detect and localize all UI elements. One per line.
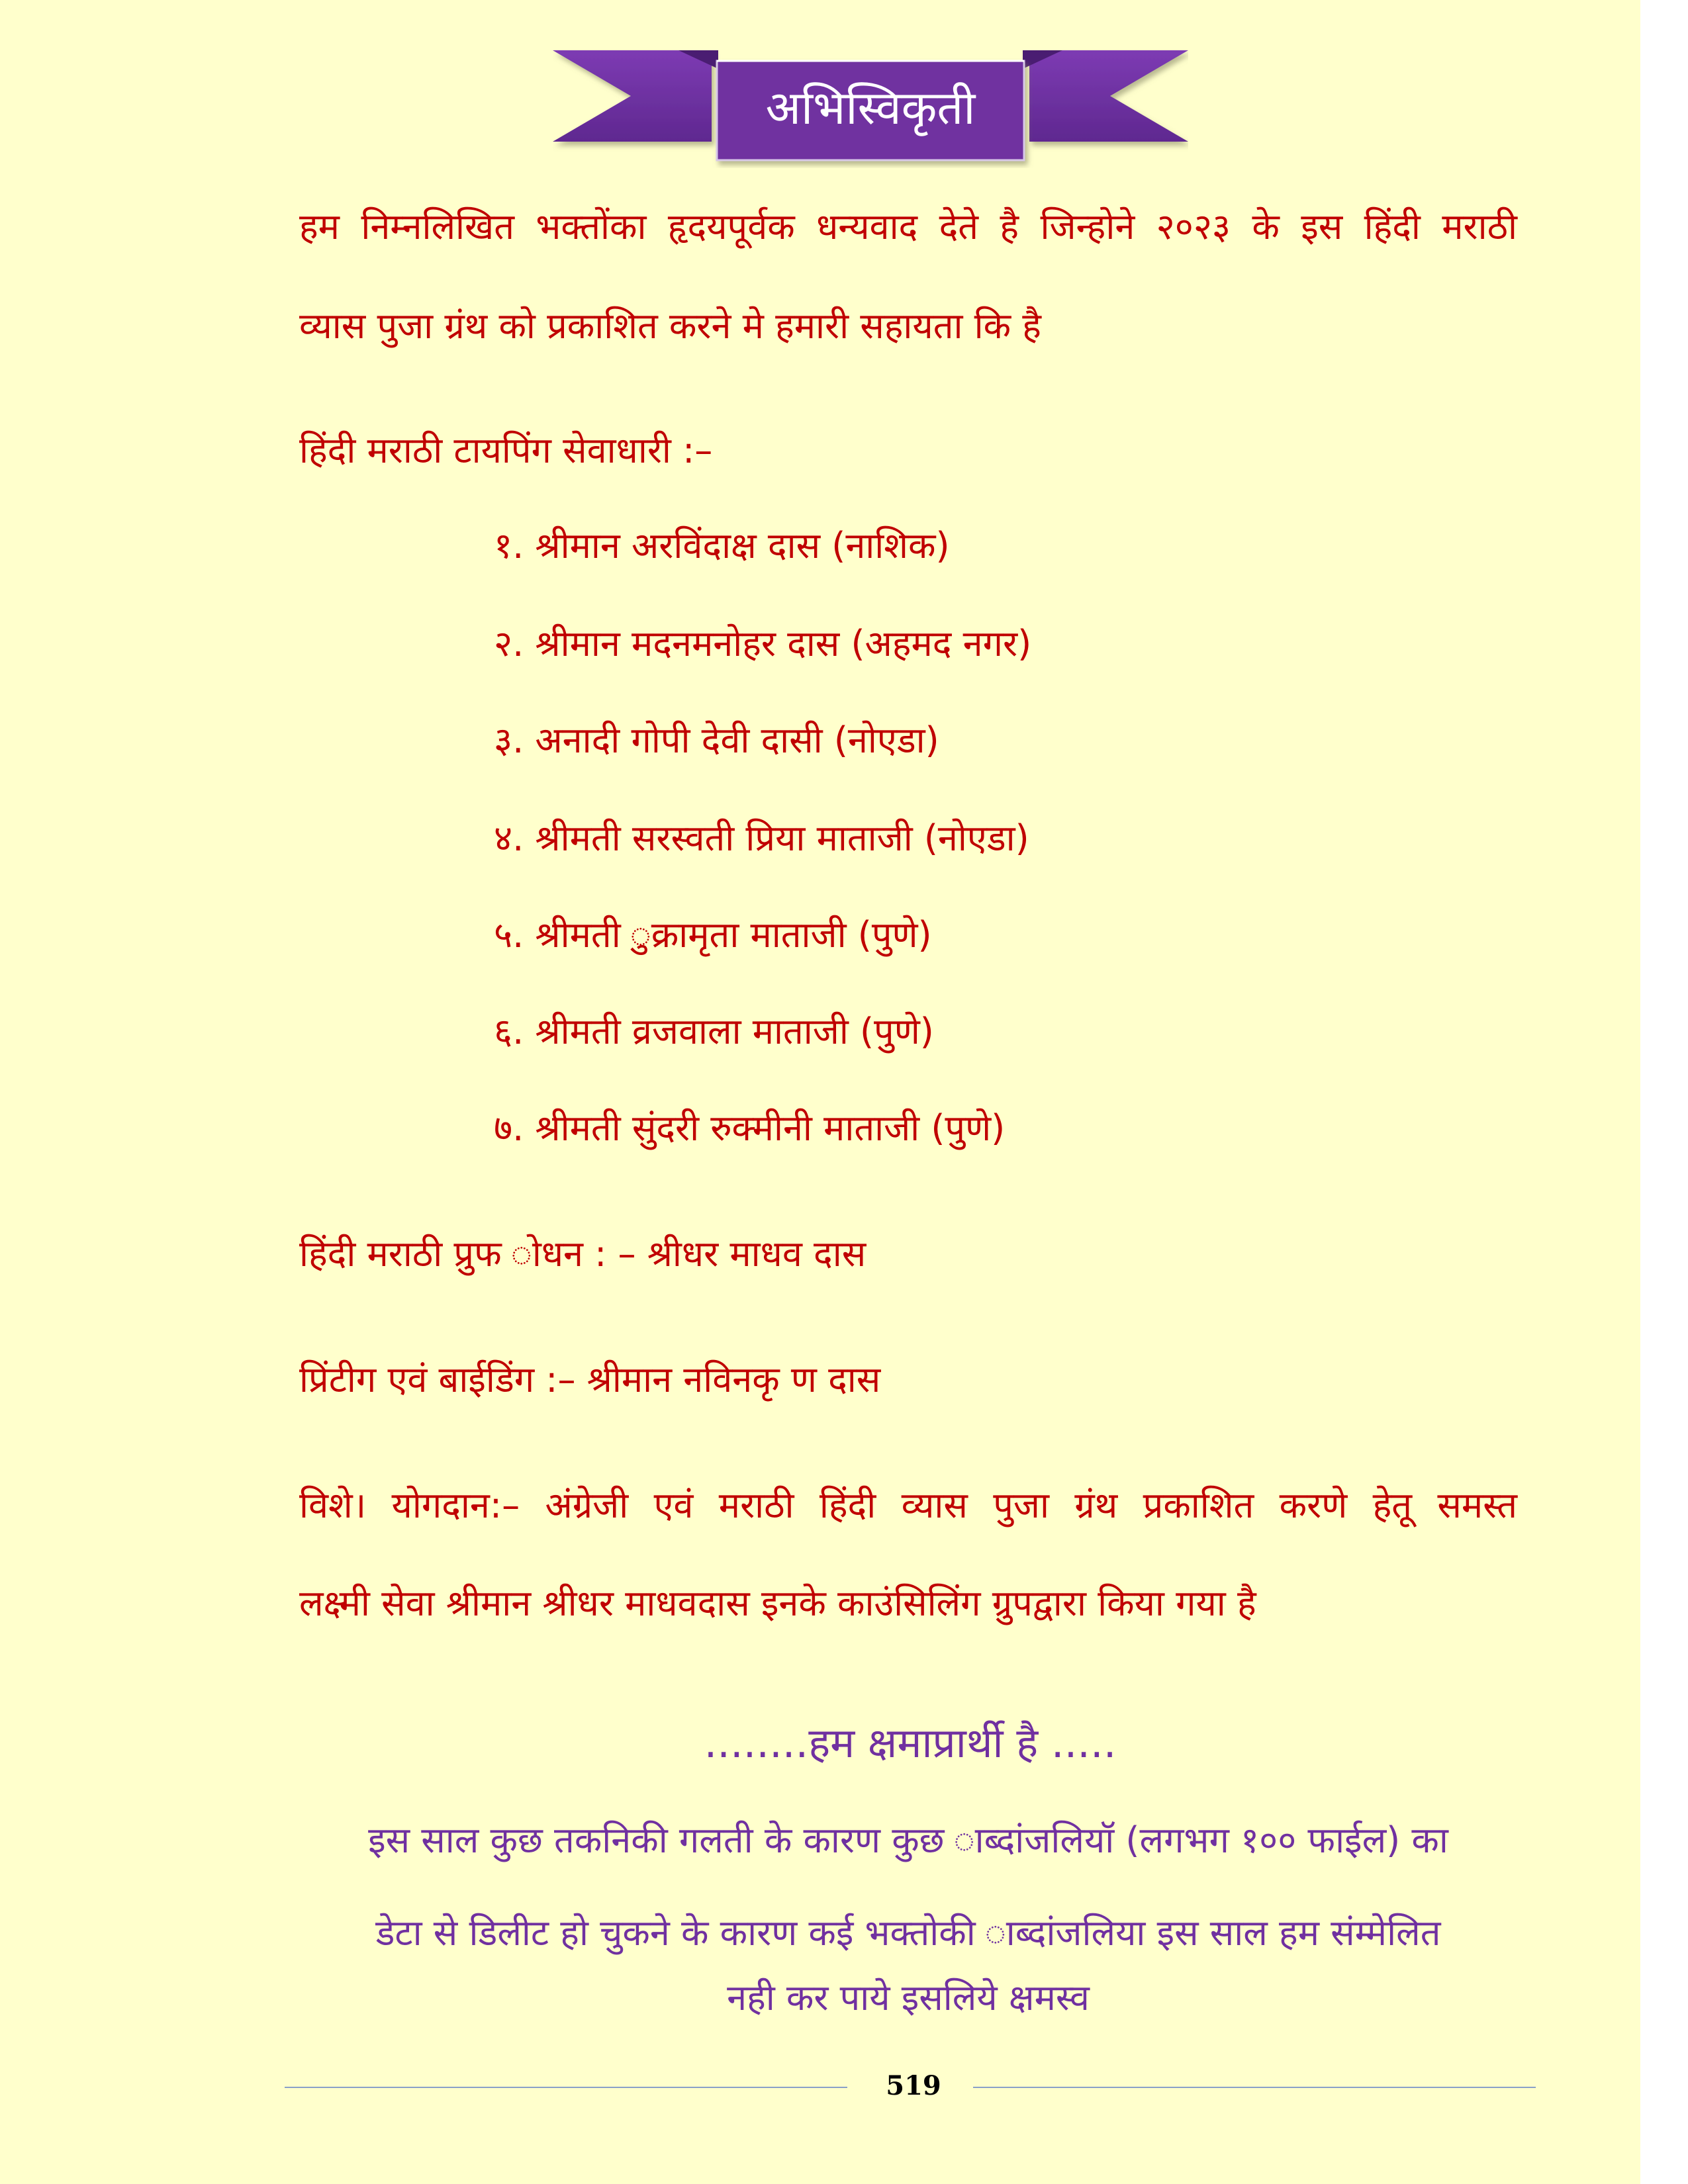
list-item: २. श्रीमान मदनमनोहर दास (अहमद नगर) <box>494 623 1032 664</box>
apology-line-3: नही कर पाये इसलिये क्षमस्व <box>727 1977 1090 2019</box>
footer-rule-right <box>973 2087 1536 2088</box>
apology-line-2: डेटा से डिलीट हो चुकने के कारण कई भक्तोकी ाब्दांजलिया इस साल हम संम्मेलित <box>375 1912 1441 1954</box>
special-line-2: लक्ष्मी सेवा श्रीमान श्रीधर माधवदास इनके काउंसिलिंग ग्रुपद्वारा किया गया है <box>299 1582 1256 1624</box>
title-banner <box>553 49 1188 168</box>
page-number: 519 <box>886 2070 941 2101</box>
list-item: ५. श्रीमती ुक्रामृता माताजी (पुणे) <box>494 914 932 956</box>
proofreading-credit: हिंदी मराठी प्रुफ ोधन : – श्रीधर माधव दास <box>299 1233 867 1275</box>
intro-line-2: व्यास पुजा ग्रंथ को प्रकाशित करने मे हमारी सहायता कि है <box>299 305 1041 347</box>
apology-line-1: इस साल कुछ तकनिकी गलती के कारण कुछ ाब्दांजलियॉ (लगभग १०० फाईल) का <box>368 1819 1448 1861</box>
printing-credit: प्रिंटीग एवं बाईडिंग :– श्रीमान नविनकृ ण दास <box>299 1359 881 1400</box>
intro-line-1: हम निम्नलिखित भक्तोंका हृदयपूर्वक धन्यवाद देते है जिन्होने २०२३ के इस हिंदी मराठी <box>299 206 1517 248</box>
list-item: ३. अनादी गोपी देवी दासी (नोएडा) <box>494 719 939 761</box>
apology-heading: ........हम क्षमाप्रार्थी है ..... <box>704 1719 1117 1767</box>
typing-heading: हिंदी मराठी टायपिंग सेवाधारी :– <box>299 430 713 471</box>
list-item: १. श्रीमान अरविंदाक्ष दास (नाशिक) <box>494 525 950 567</box>
list-item: ६. श्रीमती व्रजवाला माताजी (पुणे) <box>494 1011 934 1052</box>
special-line-1: विशे। योगदान:– अंग्रेजी एवं मराठी हिंदी व्यास पुजा ग्रंथ प्रकाशित करणे हेतू समस्त <box>299 1484 1517 1526</box>
list-item: ४. श्रीमती सरस्वती प्रिया माताजी (नोएडा) <box>494 817 1029 859</box>
footer-rule-left <box>285 2087 847 2088</box>
list-item: ७. श्रीमती सुंदरी रुक्मीनी माताजी (पुणे) <box>494 1107 1006 1149</box>
banner-title: अभिस्विकृती <box>765 81 976 135</box>
